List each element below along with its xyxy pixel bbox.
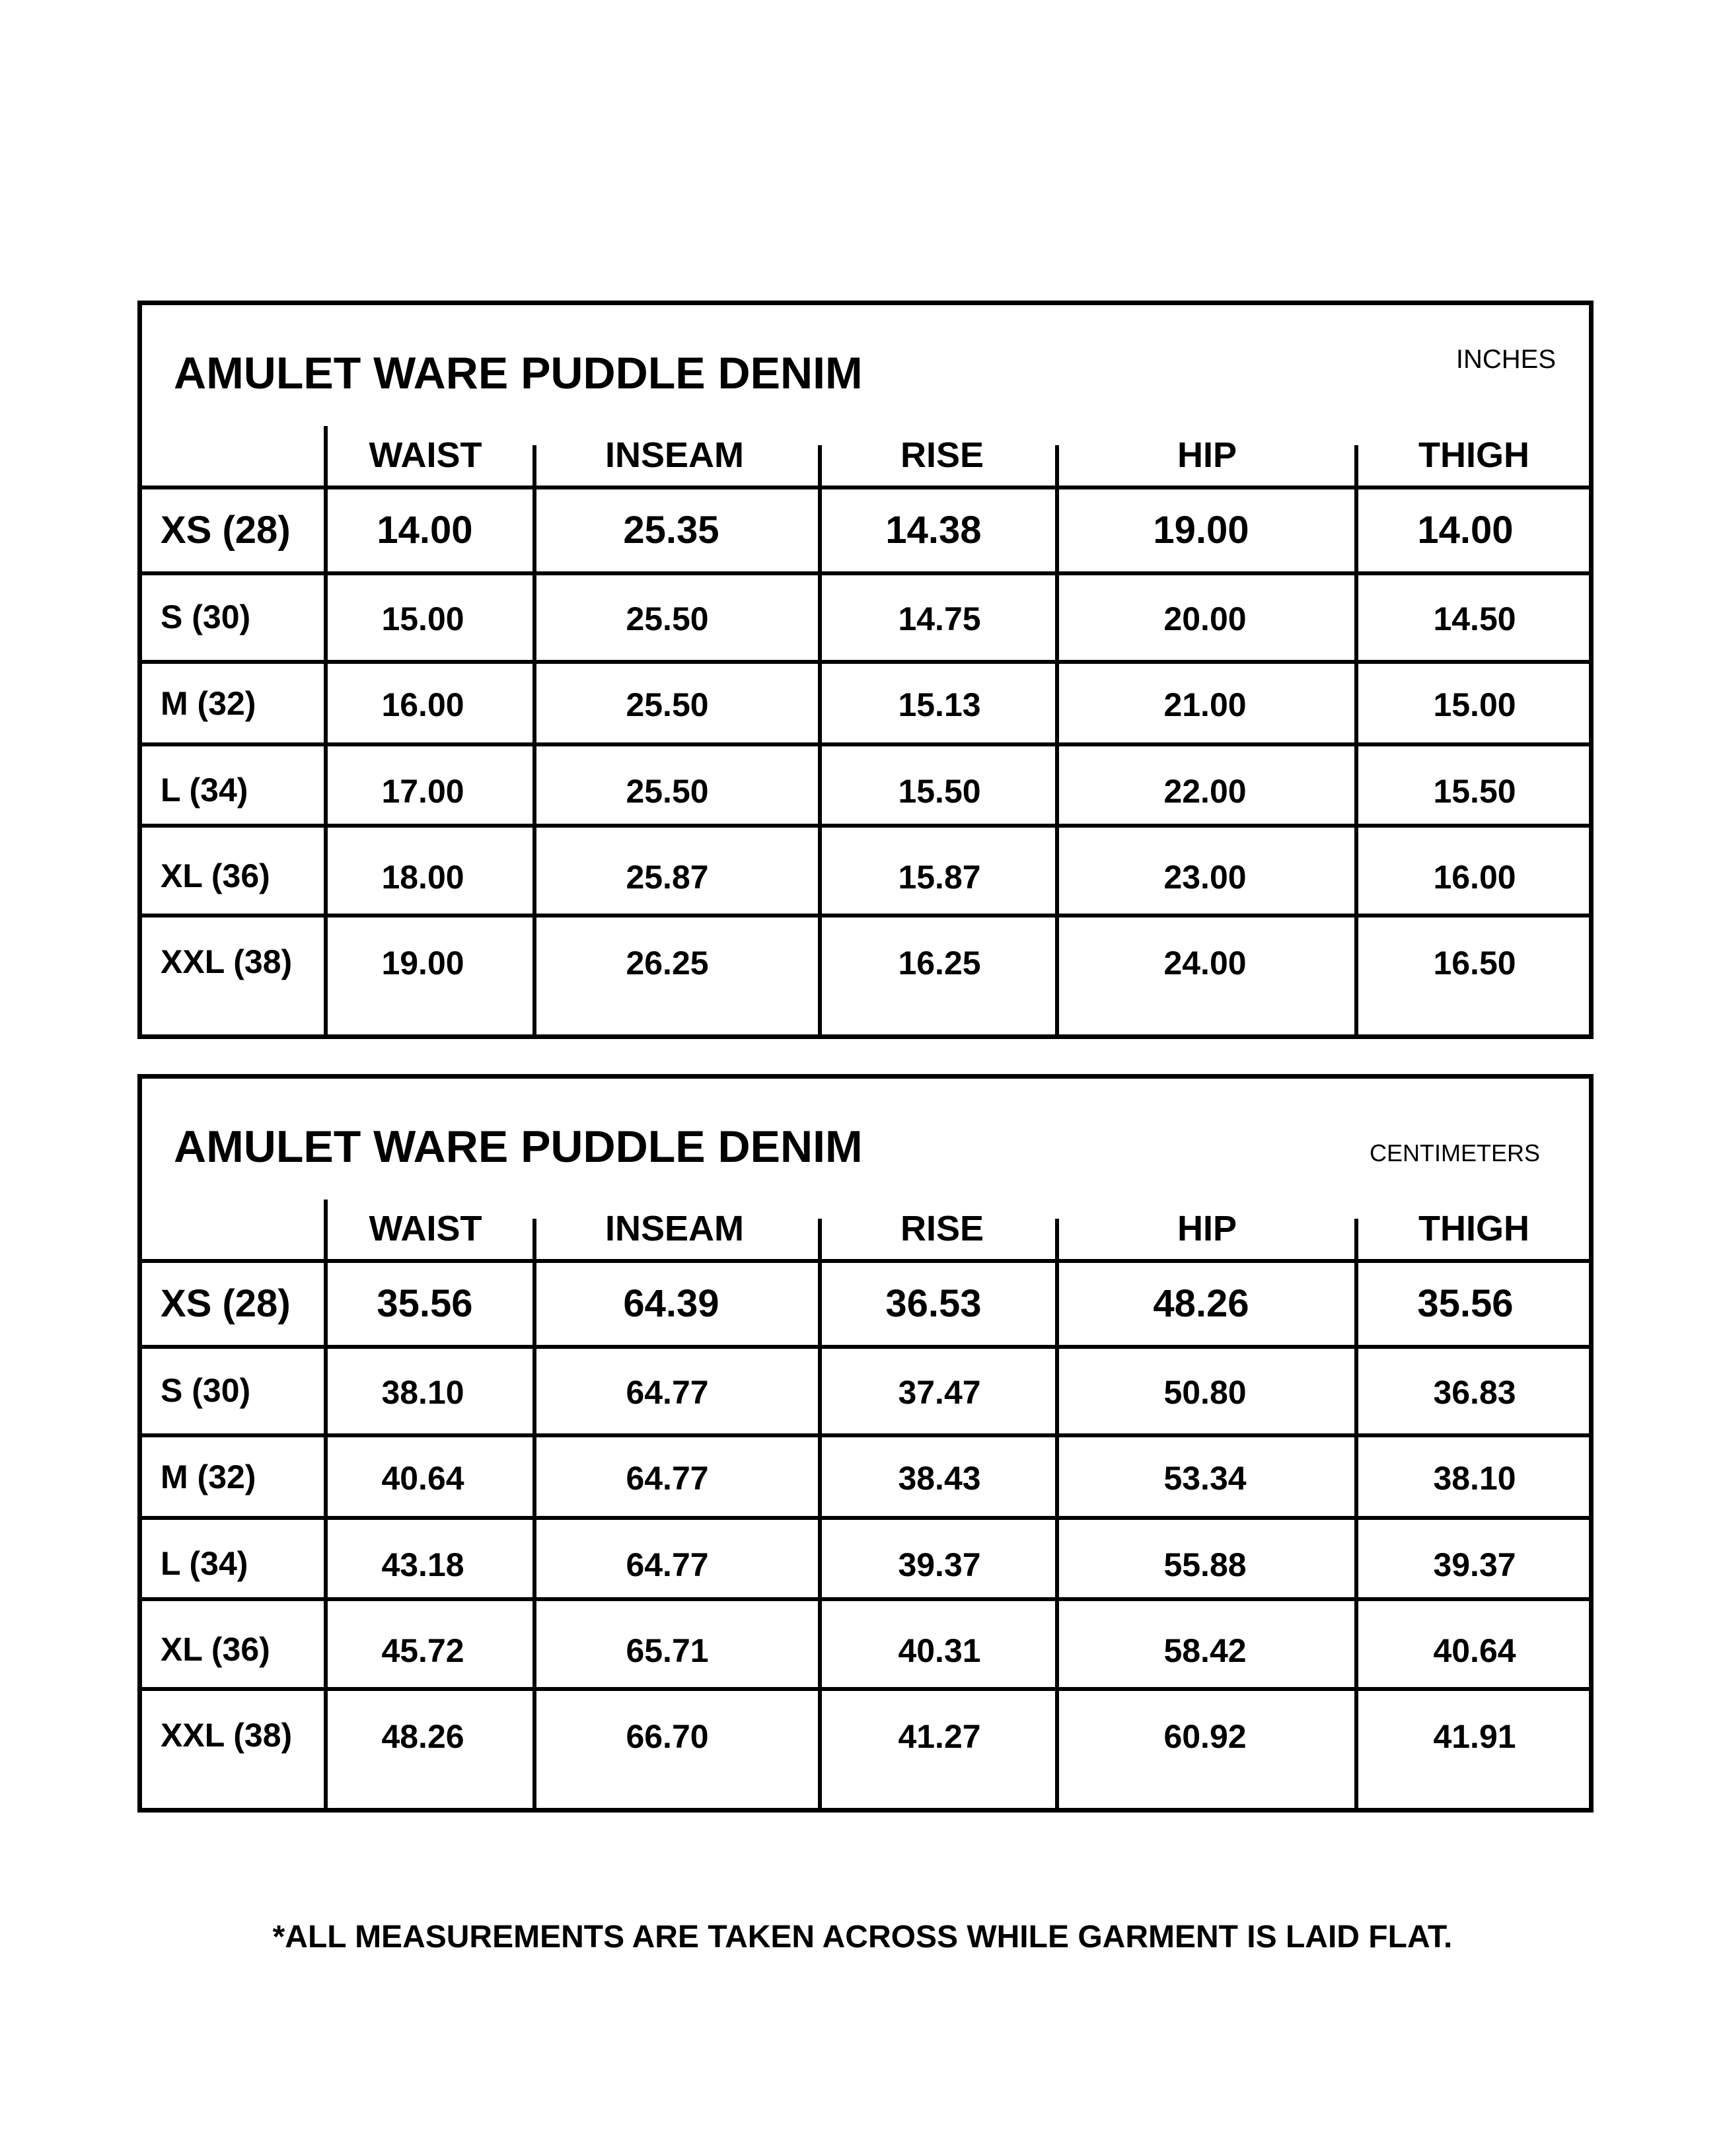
table-cell: 40.64 bbox=[381, 1460, 464, 1497]
table-cell: 64.77 bbox=[626, 1374, 709, 1411]
divider bbox=[142, 1597, 1589, 1601]
row-size-label: XS (28) bbox=[161, 509, 291, 552]
unit-label: INCHES bbox=[1455, 345, 1556, 374]
table-cell: 43.18 bbox=[381, 1546, 464, 1583]
table-cell: 41.91 bbox=[1433, 1718, 1516, 1755]
table-cell: 25.87 bbox=[626, 859, 709, 896]
table-cell: 35.56 bbox=[1417, 1282, 1514, 1325]
divider bbox=[142, 1259, 1589, 1263]
table-cell: 21.00 bbox=[1163, 686, 1247, 723]
divider bbox=[142, 914, 1589, 917]
table-cell: 26.25 bbox=[626, 945, 709, 982]
divider bbox=[142, 485, 1589, 489]
table-cell: 15.13 bbox=[898, 686, 981, 723]
row-size-label: M (32) bbox=[161, 685, 256, 722]
table-cell: 60.92 bbox=[1163, 1718, 1247, 1755]
divider bbox=[142, 571, 1589, 575]
column-header-hip: HIP bbox=[1177, 435, 1237, 475]
divider bbox=[142, 1433, 1589, 1437]
table-cell: 40.31 bbox=[898, 1632, 981, 1669]
size-grid bbox=[142, 1079, 1589, 1808]
table-cell: 65.71 bbox=[626, 1632, 709, 1669]
divider bbox=[324, 426, 328, 1034]
table-cell: 25.50 bbox=[626, 600, 709, 637]
table-cell: 15.00 bbox=[1433, 686, 1516, 723]
divider bbox=[1055, 445, 1059, 1034]
divider bbox=[142, 660, 1589, 664]
table-cell: 15.50 bbox=[898, 773, 981, 810]
table-cell: 66.70 bbox=[626, 1718, 709, 1755]
chart-title: AMULET WARE PUDDLE DENIM bbox=[174, 1122, 863, 1172]
divider bbox=[818, 1219, 822, 1808]
table-cell: 50.80 bbox=[1163, 1374, 1247, 1411]
table-cell: 38.10 bbox=[381, 1374, 464, 1411]
table-cell: 35.56 bbox=[377, 1282, 473, 1325]
column-header-inseam: INSEAM bbox=[605, 1209, 745, 1248]
table-cell: 37.47 bbox=[898, 1374, 981, 1411]
table-cell: 14.00 bbox=[1417, 509, 1514, 552]
divider bbox=[1055, 1219, 1059, 1808]
chart-title: AMULET WARE PUDDLE DENIM bbox=[174, 348, 863, 398]
table-cell: 16.50 bbox=[1433, 945, 1516, 982]
column-header-hip: HIP bbox=[1177, 1209, 1237, 1248]
table-cell: 25.35 bbox=[623, 509, 719, 552]
divider bbox=[142, 1687, 1589, 1691]
row-size-label: L (34) bbox=[161, 1545, 248, 1582]
row-size-label: XL (36) bbox=[161, 1631, 270, 1668]
divider bbox=[532, 1219, 536, 1808]
table-cell: 24.00 bbox=[1163, 945, 1247, 982]
table-cell: 16.00 bbox=[381, 686, 464, 723]
divider bbox=[532, 445, 536, 1034]
table-cell: 15.00 bbox=[381, 600, 464, 637]
row-size-label: XL (36) bbox=[161, 857, 270, 894]
table-cell: 14.38 bbox=[885, 509, 982, 552]
row-size-label: M (32) bbox=[161, 1458, 256, 1495]
table-cell: 38.43 bbox=[898, 1460, 981, 1497]
table-cell: 23.00 bbox=[1163, 859, 1247, 896]
table-cell: 18.00 bbox=[381, 859, 464, 896]
table-cell: 36.53 bbox=[885, 1282, 982, 1325]
table-cell: 22.00 bbox=[1163, 773, 1247, 810]
footnote: *ALL MEASUREMENTS ARE TAKEN ACROSS WHILE GARMENT IS LAID FLAT. bbox=[272, 1920, 1453, 1955]
table-cell: 36.83 bbox=[1433, 1374, 1516, 1411]
divider bbox=[1354, 445, 1358, 1034]
divider bbox=[142, 824, 1589, 828]
unit-label: CENTIMETERS bbox=[1369, 1139, 1540, 1167]
table-cell: 15.50 bbox=[1433, 773, 1516, 810]
column-header-inseam: INSEAM bbox=[605, 435, 745, 475]
table-cell: 25.50 bbox=[626, 773, 709, 810]
table-cell: 15.87 bbox=[898, 859, 981, 896]
table-cell: 19.00 bbox=[1153, 509, 1249, 552]
table-cell: 55.88 bbox=[1163, 1546, 1247, 1583]
table-cell: 14.50 bbox=[1433, 600, 1516, 637]
table-cell: 64.77 bbox=[626, 1460, 709, 1497]
divider bbox=[142, 742, 1589, 746]
row-size-label: XXL (38) bbox=[161, 943, 293, 980]
table-cell: 14.00 bbox=[377, 509, 473, 552]
column-header-waist: WAIST bbox=[369, 1209, 482, 1248]
divider bbox=[142, 1516, 1589, 1520]
table-cell: 25.50 bbox=[626, 686, 709, 723]
divider bbox=[1354, 1219, 1358, 1808]
size-chart-inches bbox=[137, 301, 1594, 1039]
row-size-label: S (30) bbox=[161, 1372, 251, 1409]
column-header-rise: RISE bbox=[900, 435, 984, 475]
table-cell: 14.75 bbox=[898, 600, 981, 637]
table-cell: 39.37 bbox=[1433, 1546, 1516, 1583]
table-cell: 40.64 bbox=[1433, 1632, 1516, 1669]
table-cell: 20.00 bbox=[1163, 600, 1247, 637]
divider bbox=[142, 1345, 1589, 1349]
table-cell: 53.34 bbox=[1163, 1460, 1247, 1497]
row-size-label: XS (28) bbox=[161, 1282, 291, 1325]
row-size-label: S (30) bbox=[161, 598, 251, 635]
column-header-waist: WAIST bbox=[369, 435, 482, 475]
row-size-label: L (34) bbox=[161, 772, 248, 808]
divider bbox=[818, 445, 822, 1034]
column-header-thigh: THIGH bbox=[1418, 1209, 1529, 1248]
size-grid bbox=[142, 305, 1589, 1034]
table-cell: 48.26 bbox=[1153, 1282, 1249, 1325]
column-header-rise: RISE bbox=[900, 1209, 984, 1248]
row-size-label: XXL (38) bbox=[161, 1717, 293, 1754]
table-cell: 48.26 bbox=[381, 1718, 464, 1755]
table-cell: 39.37 bbox=[898, 1546, 981, 1583]
divider bbox=[324, 1200, 328, 1808]
table-cell: 16.00 bbox=[1433, 859, 1516, 896]
table-cell: 16.25 bbox=[898, 945, 981, 982]
table-cell: 45.72 bbox=[381, 1632, 464, 1669]
table-cell: 19.00 bbox=[381, 945, 464, 982]
table-cell: 64.77 bbox=[626, 1546, 709, 1583]
column-header-thigh: THIGH bbox=[1418, 435, 1529, 475]
size-chart-centimeters bbox=[137, 1074, 1594, 1813]
table-cell: 64.39 bbox=[623, 1282, 719, 1325]
table-cell: 17.00 bbox=[381, 773, 464, 810]
table-cell: 58.42 bbox=[1163, 1632, 1247, 1669]
table-cell: 41.27 bbox=[898, 1718, 981, 1755]
table-cell: 38.10 bbox=[1433, 1460, 1516, 1497]
